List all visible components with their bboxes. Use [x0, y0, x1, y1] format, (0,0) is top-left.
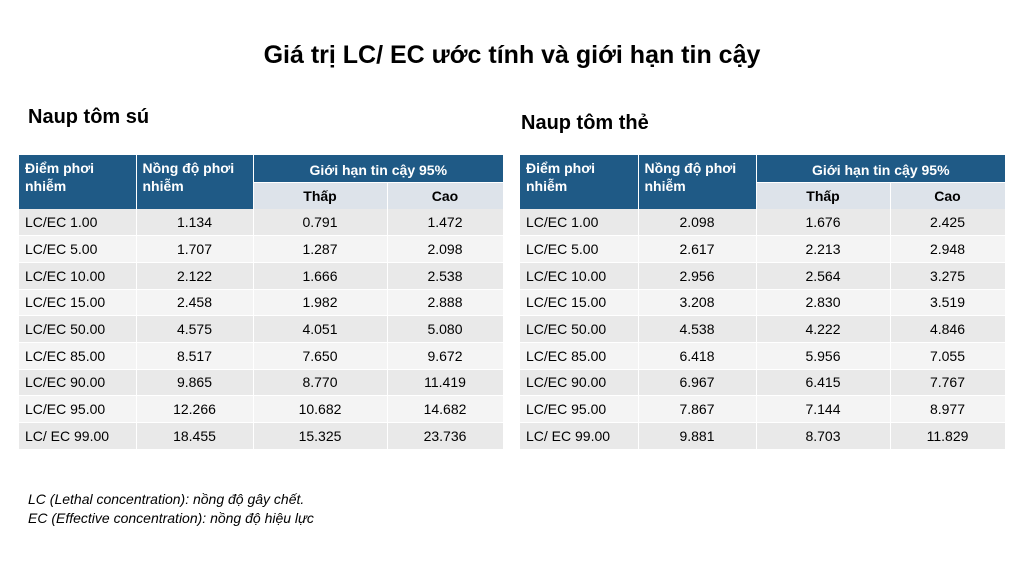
cell-exposure-point: LC/EC 10.00	[520, 262, 638, 289]
header-confidence-limit: Giới hạn tin cậy 95%	[253, 155, 503, 182]
cell-concentration: 9.865	[136, 369, 253, 396]
table-row	[19, 289, 503, 316]
footnote-ec: EC (Effective concentration): nồng độ hiệu lực	[28, 510, 314, 526]
cell-high: 23.736	[387, 423, 503, 450]
cell-exposure-point: LC/EC 15.00	[520, 289, 638, 316]
cell-high: 3.519	[890, 289, 1005, 316]
cell-concentration: 8.517	[136, 342, 253, 369]
cell-concentration: 2.617	[638, 236, 756, 263]
cell-low: 8.703	[756, 423, 890, 450]
table-row	[520, 289, 1005, 316]
cell-low: 15.325	[253, 423, 387, 450]
cell-high: 7.767	[890, 369, 1005, 396]
cell-high: 2.538	[387, 262, 503, 289]
cell-concentration: 4.575	[136, 316, 253, 343]
table-row	[19, 236, 503, 263]
cell-concentration: 7.867	[638, 396, 756, 423]
cell-high: 14.682	[387, 396, 503, 423]
cell-exposure-point: LC/EC 95.00	[520, 396, 638, 423]
table-row	[520, 262, 1005, 289]
cell-high: 9.672	[387, 342, 503, 369]
table-title-tom-the: Naup tôm thẻ	[521, 112, 649, 134]
table-row	[520, 423, 1005, 450]
cell-exposure-point: LC/EC 10.00	[19, 262, 136, 289]
cell-concentration: 1.707	[136, 236, 253, 263]
cell-low: 6.415	[756, 369, 890, 396]
table-row	[19, 209, 503, 236]
cell-concentration: 1.134	[136, 209, 253, 236]
cell-low: 2.830	[756, 289, 890, 316]
footnote-lc: LC (Lethal concentration): nồng độ gây chết.	[28, 491, 305, 507]
cell-low: 1.287	[253, 236, 387, 263]
table-row	[19, 342, 503, 369]
cell-exposure-point: LC/EC 15.00	[19, 289, 136, 316]
table-row	[19, 369, 503, 396]
cell-exposure-point: LC/EC 50.00	[520, 316, 638, 343]
cell-concentration: 2.122	[136, 262, 253, 289]
cell-exposure-point: LC/EC 85.00	[19, 342, 136, 369]
table-row	[19, 316, 503, 343]
cell-high: 2.098	[387, 236, 503, 263]
cell-exposure-point: LC/EC 95.00	[19, 396, 136, 423]
cell-high: 5.080	[387, 316, 503, 343]
cell-low: 10.682	[253, 396, 387, 423]
cell-high: 7.055	[890, 342, 1005, 369]
cell-high: 8.977	[890, 396, 1005, 423]
header-exposure-point: Điểm phơi nhiễm	[19, 155, 136, 209]
table-title-tom-su: Naup tôm sú	[28, 106, 150, 128]
page-title: Giá trị LC/ EC ước tính và giới hạn tin cậy	[263, 41, 761, 69]
header-low: Thấp	[253, 182, 387, 209]
cell-high: 2.888	[387, 289, 503, 316]
cell-low: 4.051	[253, 316, 387, 343]
header-exposure-point: Điểm phơi nhiễm	[520, 155, 638, 209]
cell-high: 1.472	[387, 209, 503, 236]
table-row	[19, 262, 503, 289]
table-row	[520, 342, 1005, 369]
header-low: Thấp	[756, 182, 890, 209]
cell-concentration: 2.458	[136, 289, 253, 316]
cell-exposure-point: LC/EC 85.00	[520, 342, 638, 369]
cell-low: 2.213	[756, 236, 890, 263]
table-tom-the	[520, 155, 1006, 450]
table-row	[520, 209, 1005, 236]
footnotes	[28, 490, 314, 528]
table-row	[19, 423, 503, 450]
header-confidence-limit: Giới hạn tin cậy 95%	[756, 155, 1005, 182]
cell-high: 3.275	[890, 262, 1005, 289]
cell-low: 8.770	[253, 369, 387, 396]
cell-exposure-point: LC/EC 1.00	[520, 209, 638, 236]
cell-low: 5.956	[756, 342, 890, 369]
cell-concentration: 2.956	[638, 262, 756, 289]
table-row	[520, 396, 1005, 423]
cell-concentration: 3.208	[638, 289, 756, 316]
cell-high: 11.829	[890, 423, 1005, 450]
header-high: Cao	[387, 182, 503, 209]
cell-concentration: 6.967	[638, 369, 756, 396]
cell-exposure-point: LC/EC 90.00	[19, 369, 136, 396]
cell-low: 1.676	[756, 209, 890, 236]
table-row	[520, 369, 1005, 396]
cell-concentration: 9.881	[638, 423, 756, 450]
cell-concentration: 18.455	[136, 423, 253, 450]
header-high: Cao	[890, 182, 1005, 209]
table-tom-su	[19, 155, 504, 450]
header-exposure-concentration: Nồng độ phơi nhiễm	[136, 155, 253, 209]
cell-exposure-point: LC/EC 5.00	[520, 236, 638, 263]
cell-low: 4.222	[756, 316, 890, 343]
header-exposure-concentration: Nồng độ phơi nhiễm	[638, 155, 756, 209]
cell-exposure-point: LC/EC 1.00	[19, 209, 136, 236]
cell-exposure-point: LC/EC 50.00	[19, 316, 136, 343]
cell-low: 2.564	[756, 262, 890, 289]
cell-concentration: 6.418	[638, 342, 756, 369]
table-row	[520, 316, 1005, 343]
cell-exposure-point: LC/EC 5.00	[19, 236, 136, 263]
cell-concentration: 2.098	[638, 209, 756, 236]
cell-high: 4.846	[890, 316, 1005, 343]
cell-high: 11.419	[387, 369, 503, 396]
cell-high: 2.948	[890, 236, 1005, 263]
cell-exposure-point: LC/ EC 99.00	[19, 423, 136, 450]
cell-concentration: 4.538	[638, 316, 756, 343]
table-row	[520, 236, 1005, 263]
cell-low: 7.650	[253, 342, 387, 369]
cell-low: 7.144	[756, 396, 890, 423]
cell-high: 2.425	[890, 209, 1005, 236]
cell-exposure-point: LC/ EC 99.00	[520, 423, 638, 450]
cell-concentration: 12.266	[136, 396, 253, 423]
cell-low: 0.791	[253, 209, 387, 236]
table-row	[19, 396, 503, 423]
cell-low: 1.982	[253, 289, 387, 316]
cell-exposure-point: LC/EC 90.00	[520, 369, 638, 396]
cell-low: 1.666	[253, 262, 387, 289]
